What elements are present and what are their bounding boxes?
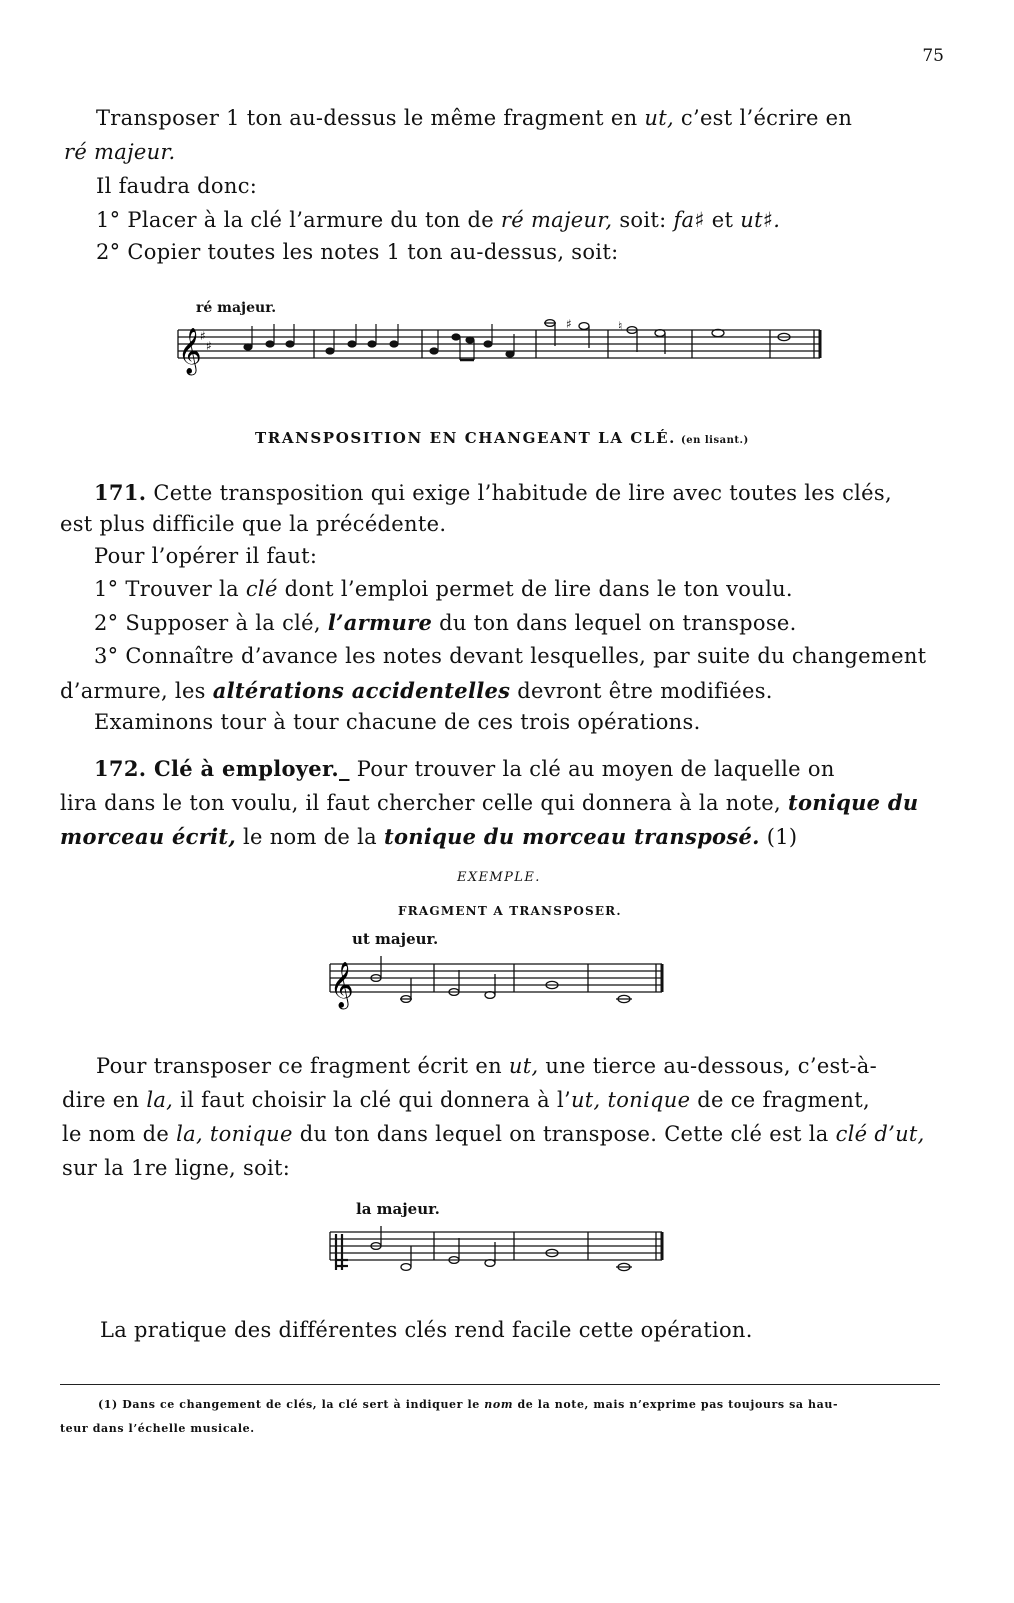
page-number: 75 bbox=[922, 46, 944, 66]
svg-text:♯: ♯ bbox=[200, 329, 206, 343]
p171-line2: est plus difficile que la précédente. bbox=[60, 512, 447, 536]
p171-line3: Pour l’opérer il faut: bbox=[94, 544, 318, 568]
music-staff-re-majeur bbox=[172, 316, 824, 376]
para1-line3: Il faudra donc: bbox=[96, 174, 258, 198]
paragraph-number-171: 171. bbox=[94, 480, 147, 505]
footnote-line2: teur dans l’échelle musicale. bbox=[60, 1422, 255, 1435]
p172-line2: lira dans le ton voulu, il faut chercher celle qui donnera à la note, tonique du bbox=[60, 790, 919, 815]
footnote-line1: (1) Dans ce changement de clés, la clé sert à indiquer le nom de la note, mais n’exprime pas toujours sa hau- bbox=[98, 1398, 839, 1411]
footnote-ref: (1) bbox=[759, 825, 798, 849]
music-staff-la-majeur bbox=[326, 1222, 666, 1282]
example3-label: la majeur. bbox=[356, 1200, 440, 1218]
paragraph-number-172: 172. bbox=[94, 756, 147, 781]
para1-line2: ré majeur. bbox=[64, 140, 176, 164]
example2-label: ut majeur. bbox=[352, 930, 439, 948]
p172-line1: 172. Clé à employer._ Pour trouver la clé au moyen de laquelle on bbox=[94, 756, 835, 781]
para2-line1: Pour transposer ce fragment écrit en ut, une tierce au-dessous, c’est-à- bbox=[96, 1054, 877, 1078]
section-heading: TRANSPOSITION EN CHANGEANT LA CLÉ. (en lisant.) bbox=[255, 429, 749, 447]
example1-label: ré majeur. bbox=[196, 300, 277, 316]
p171-line8: Examinons tour à tour chacune de ces trois opérations. bbox=[94, 710, 701, 734]
closing-sentence: La pratique des différentes clés rend facile cette opération. bbox=[100, 1318, 753, 1342]
example-heading: EXEMPLE. bbox=[457, 870, 541, 885]
p171-line1: 171. Cette transposition qui exige l’habitude de lire avec toutes les clés, bbox=[94, 480, 892, 505]
para1-line1: Transposer 1 ton au-dessus le même fragment en ut, c’est l’écrire en bbox=[96, 106, 853, 130]
svg-text:♮: ♮ bbox=[618, 319, 623, 333]
svg-text:𝄞: 𝄞 bbox=[330, 962, 354, 1008]
music-staff-ut-majeur bbox=[326, 950, 666, 1010]
para2-line2: dire en la, il faut choisir la clé qui donnera à l’ut, tonique de ce fragment, bbox=[62, 1088, 870, 1112]
footnote-rule bbox=[60, 1384, 940, 1385]
p171-line5: 2° Supposer à la clé, l’armure du ton dans lequel on transpose. bbox=[94, 610, 797, 635]
svg-text:♯: ♯ bbox=[566, 317, 572, 331]
para1-line4: 1° Placer à la clé l’armure du ton de ré majeur, soit: fa♯ et ut♯. bbox=[96, 208, 781, 232]
p171-line7: d’armure, les altérations accidentelles devront être modifiées. bbox=[60, 678, 773, 703]
p171-line4: 1° Trouver la clé dont l’emploi permet de lire dans le ton voulu. bbox=[94, 577, 793, 601]
p172-line3: morceau écrit, le nom de la tonique du morceau transposé. (1) bbox=[60, 824, 798, 849]
para2-line4: sur la 1re ligne, soit: bbox=[62, 1156, 291, 1180]
paragraph-title-172: Clé à employer._ bbox=[146, 756, 350, 781]
example-caption: FRAGMENT A TRANSPOSER. bbox=[398, 904, 622, 918]
svg-text:♯: ♯ bbox=[206, 339, 212, 353]
p171-line6: 3° Connaître d’avance les notes devant lesquelles, par suite du changement bbox=[94, 644, 927, 668]
svg-text:𝄞: 𝄞 bbox=[178, 328, 202, 374]
para1-line5: 2° Copier toutes les notes 1 ton au-dessus, soit: bbox=[96, 240, 619, 264]
para2-line3: le nom de la, tonique du ton dans lequel on transpose. Cette clé est la clé d’ut, bbox=[62, 1122, 925, 1146]
